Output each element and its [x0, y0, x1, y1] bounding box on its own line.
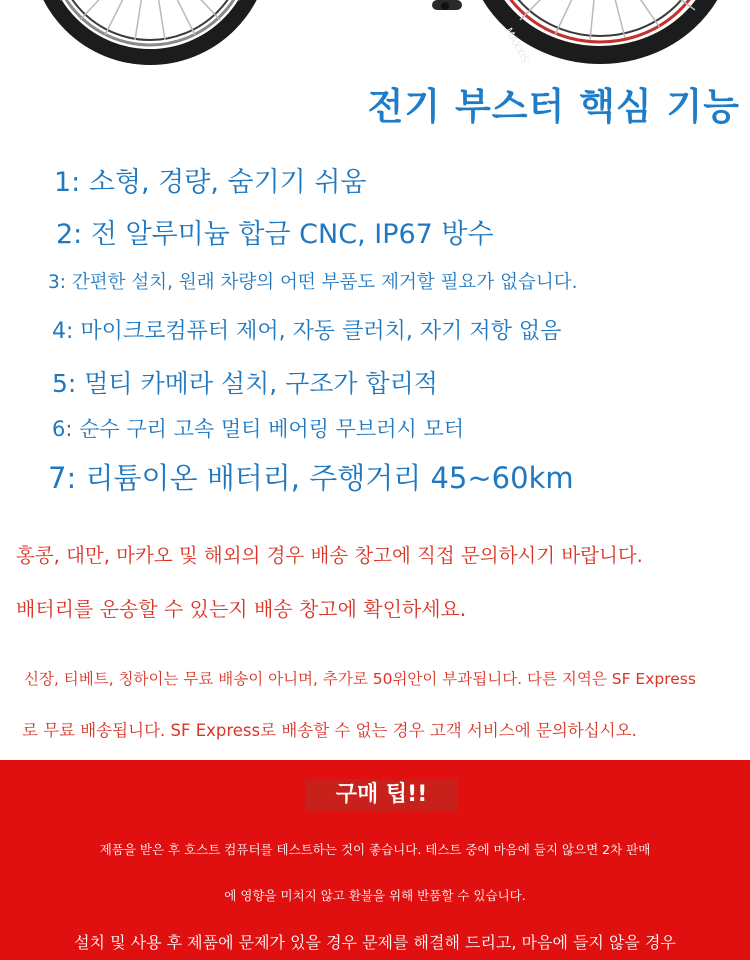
section-title: 전기 부스터 핵심 기능 [367, 85, 740, 128]
feature-item-2: 2: 전 알루미늄 합금 CNC, IP67 방수 [56, 219, 494, 250]
feature-item-5: 5: 멀티 카메라 설치, 구조가 합리적 [52, 369, 438, 398]
notice-battery: 배터리를 운송할 수 있는지 배송 창고에 확인하세요. [16, 597, 467, 621]
bicycle-wheel-icon [0, 0, 750, 70]
tip-line-1: 제품을 받은 후 호스트 컴퓨터를 테스트하는 것이 좋습니다. 테스트 중에 마음에 들지 않으면 2차 판매 [99, 842, 651, 857]
feature-item-6: 6: 순수 구리 고속 멀티 베어링 무브러시 모터 [52, 417, 465, 441]
notice-overseas: 홍콩, 대만, 마카오 및 해외의 경우 배송 창고에 직접 문의하시기 바랍니다. [16, 544, 643, 567]
tip-line-3: 설치 및 사용 후 제품에 문제가 있을 경우 문제를 해결해 드리고, 마음에 들지 않을 경우 [74, 933, 676, 952]
svg-text:MAXXIS: MAXXIS [502, 26, 531, 66]
notice-shipping-fee: 신장, 티베트, 칭하이는 무료 배송이 아니며, 추가로 50위안이 부과됩니다. 다른 지역은 SF Express [24, 670, 696, 688]
feature-item-3: 3: 간편한 설치, 원래 차량의 어떤 부품도 제거할 필요가 없습니다. [48, 272, 578, 293]
bike-wheels-photo [0, 0, 750, 70]
tips-title: 구매 팁!! [335, 782, 428, 807]
feature-item-1: 1: 소형, 경량, 숨기기 쉬움 [54, 167, 367, 198]
feature-item-7: 7: 리튬이온 배터리, 주행거리 45~60km [48, 461, 574, 495]
feature-item-4: 4: 마이크로컴퓨터 제어, 자동 클러치, 자기 저항 없음 [52, 319, 562, 344]
notice-sf-express: 로 무료 배송됩니다. SF Express로 배송할 수 없는 경우 고객 서비스에 문의하십시오. [22, 721, 637, 740]
tip-line-2: 에 영향을 미치지 않고 환불을 위해 반품할 수 있습니다. [224, 888, 526, 903]
